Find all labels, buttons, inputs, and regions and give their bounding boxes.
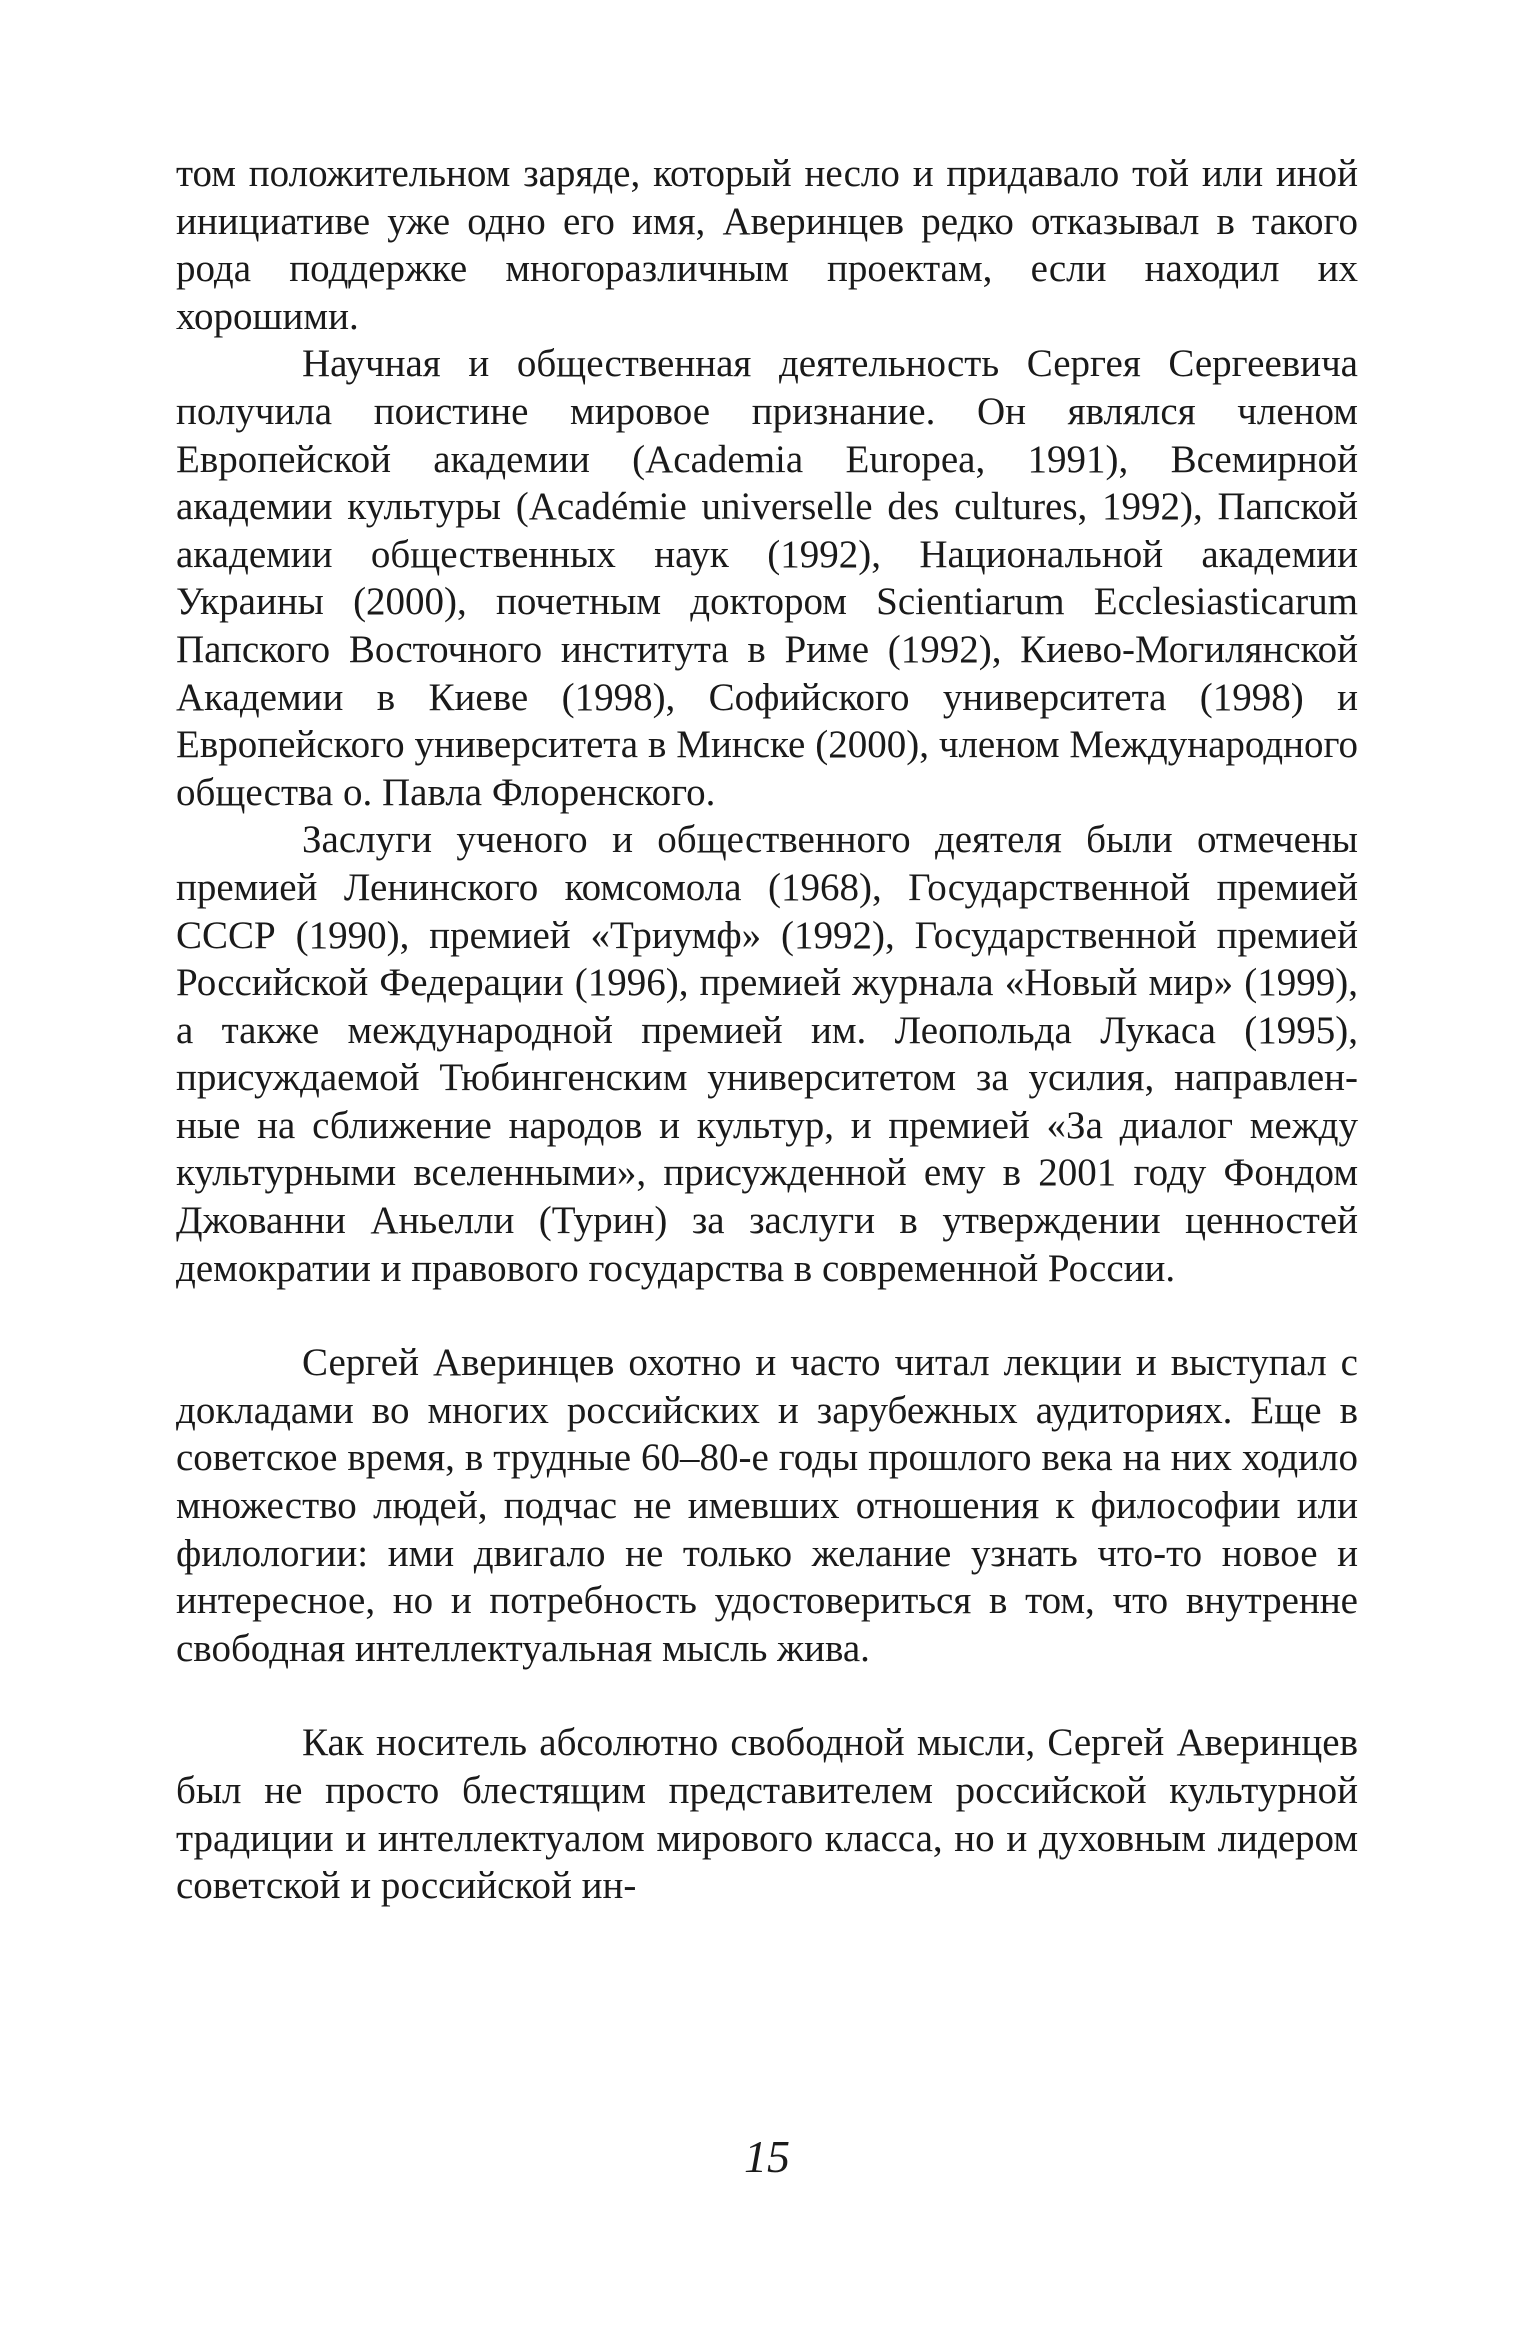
- paragraph-continuation: том положительном заряде, который несло и придавало той или иной инициативе уже одно его имя, Аверинцев редко отказывал в такого рода поддержке многоразличным проектам, если находил их хорошими.: [176, 152, 1358, 338]
- paragraph-lectures: Сергей Аверинцев охотно и часто читал лекции и выступал с докладами во многих российских и зарубежных аудиториях. Еще в советское время, в трудные 60–80-е годы прошлого века на них ходило множество людей, подчас не имевших отношения к философии или филологии: ими двигало не только желание узнать что-то новое и интересное, но и потребность удостовериться в том, что внутренне свободная интеллектуальная мысль жива.: [176, 1341, 1358, 1670]
- body-text: [176, 150, 1358, 1910]
- paragraph-awards: Заслуги ученого и общественного деятеля были отмечены премией Ленинского комсомола (1968), Государственной премией СССР (1990), премией «Триумф» (1992), Государственной премией Российской Федерации (1996), премией журнала «Новый мир» (1999), а также международной премией им. Леопольда Лукаса (1995), присуждаемой Тюбингенским университетом за усилия, направленные на сближение народов и культур, и премией «За диалог между культурными вселенными», присужденной ему в 2001 году Фондом Джованни Аньелли (Турин) за заслуги в утверждении ценностей демократии и правового государства в современной России.: [176, 818, 1358, 1290]
- page-number: 15: [744, 2131, 790, 2182]
- paragraph-scientific-recognition: Научная и общественная деятельность Сергея Сергеевича получила поистине мировое признание. Он являлся членом Европейской академии (Academia Europea, 1991), Всемирной академии культуры (Académie universelle des cultures, 1992), Папской академии общественных наук (1992), Национальной академии Украины (2000), почетным доктором Scientiarum Ecclesiasticarum Папского Восточного института в Риме (1992), Киево-Могилянской Академии в Киеве (1998), Софийского университета (1998) и Европейского университета в Минске (2000), членом Международного общества о. Павла Флоренского.: [176, 342, 1358, 814]
- paragraph-free-thought: Как носитель абсолютно свободной мысли, Сергей Аверинцев был не просто блестящим представителем российской культурной традиции и интеллектуалом мирового класса, но и духовным лидером советской и российской ин-: [176, 1721, 1358, 1908]
